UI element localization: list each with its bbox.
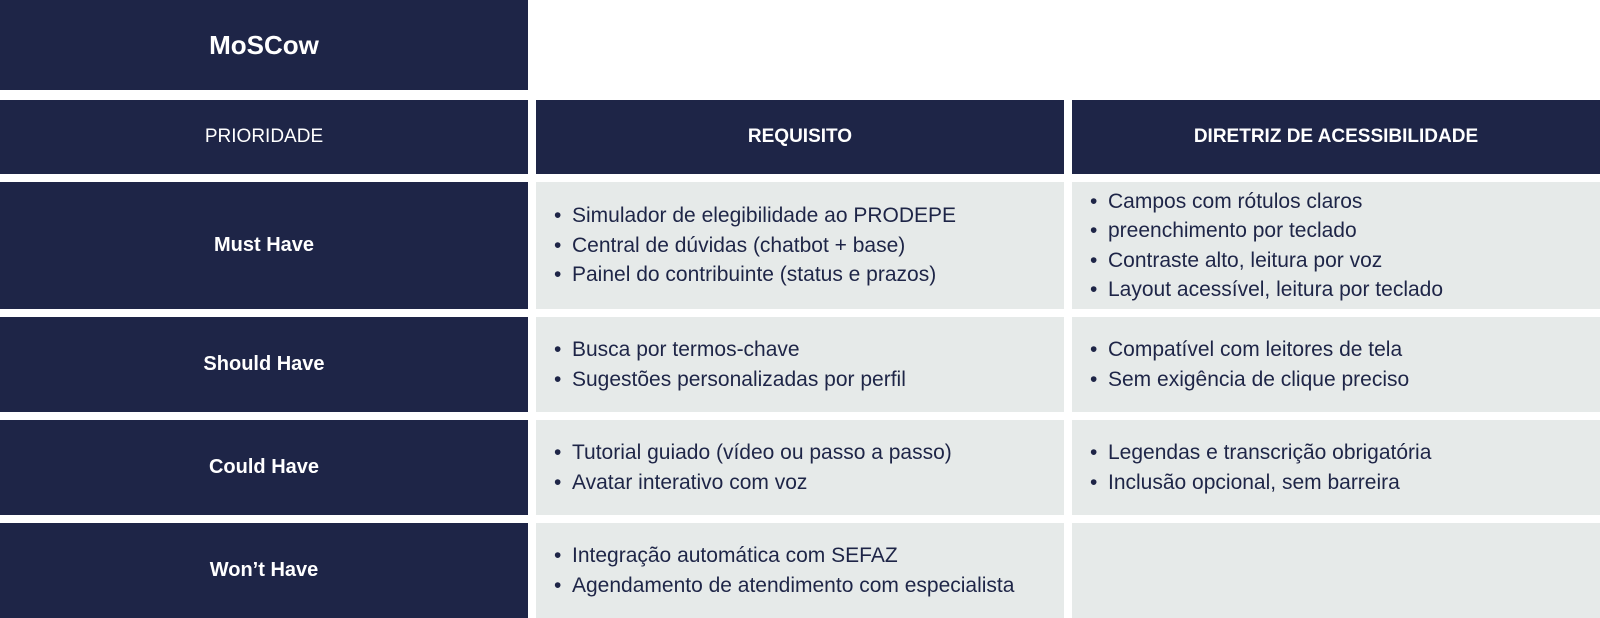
list-item: • Avatar interativo com voz <box>554 468 952 498</box>
list-item: • Contraste alto, leitura por voz <box>1090 246 1443 276</box>
header-requirement: REQUISITO <box>536 100 1064 174</box>
list-item: • Agendamento de atendimento com especialista <box>554 571 1014 601</box>
list-item: • Compatível com leitores de tela <box>1090 335 1409 365</box>
list-item: • Sugestões personalizadas por perfil <box>554 365 906 395</box>
list-item: • Inclusão opcional, sem barreira <box>1090 468 1431 498</box>
list-item: • Legendas e transcrição obrigatória <box>1090 438 1431 468</box>
list-item: • Busca por termos-chave <box>554 335 906 365</box>
page-title: MoSCow <box>209 29 319 60</box>
requirements-must-have <box>536 182 1064 309</box>
list-item: • Tutorial guiado (vídeo ou passo a passo) <box>554 438 952 468</box>
requirements-could-have <box>536 420 1064 515</box>
guidelines-wont-have <box>1072 523 1600 618</box>
list-item: • Simulador de elegibilidade ao PRODEPE <box>554 201 956 231</box>
guideline-list <box>1072 438 1431 497</box>
header-guideline: DIRETRIZ DE ACESSIBILIDADE <box>1072 100 1600 174</box>
list-item: • Campos com rótulos claros <box>1090 187 1443 217</box>
requirement-list <box>536 438 952 497</box>
title-cell <box>0 0 528 90</box>
guideline-list <box>1072 335 1409 394</box>
requirements-wont-have <box>536 523 1064 618</box>
priority-could-have: Could Have <box>0 420 528 515</box>
requirements-should-have <box>536 317 1064 412</box>
requirement-list <box>536 201 956 290</box>
list-item: • Integração automática com SEFAZ <box>554 541 1014 571</box>
list-item: • Sem exigência de clique preciso <box>1090 365 1409 395</box>
guidelines-must-have <box>1072 182 1600 309</box>
guideline-list <box>1072 187 1443 305</box>
requirement-list <box>536 541 1014 600</box>
priority-wont-have: Won’t Have <box>0 523 528 618</box>
priority-must-have: Must Have <box>0 182 528 309</box>
guidelines-could-have <box>1072 420 1600 515</box>
requirement-list <box>536 335 906 394</box>
priority-should-have: Should Have <box>0 317 528 412</box>
header-priority: PRIORIDADE <box>0 100 528 174</box>
list-item: • preenchimento por teclado <box>1090 216 1443 246</box>
guidelines-should-have <box>1072 317 1600 412</box>
list-item: • Central de dúvidas (chatbot + base) <box>554 231 956 261</box>
list-item: • Layout acessível, leitura por teclado <box>1090 275 1443 305</box>
list-item: • Painel do contribuinte (status e prazos) <box>554 260 956 290</box>
